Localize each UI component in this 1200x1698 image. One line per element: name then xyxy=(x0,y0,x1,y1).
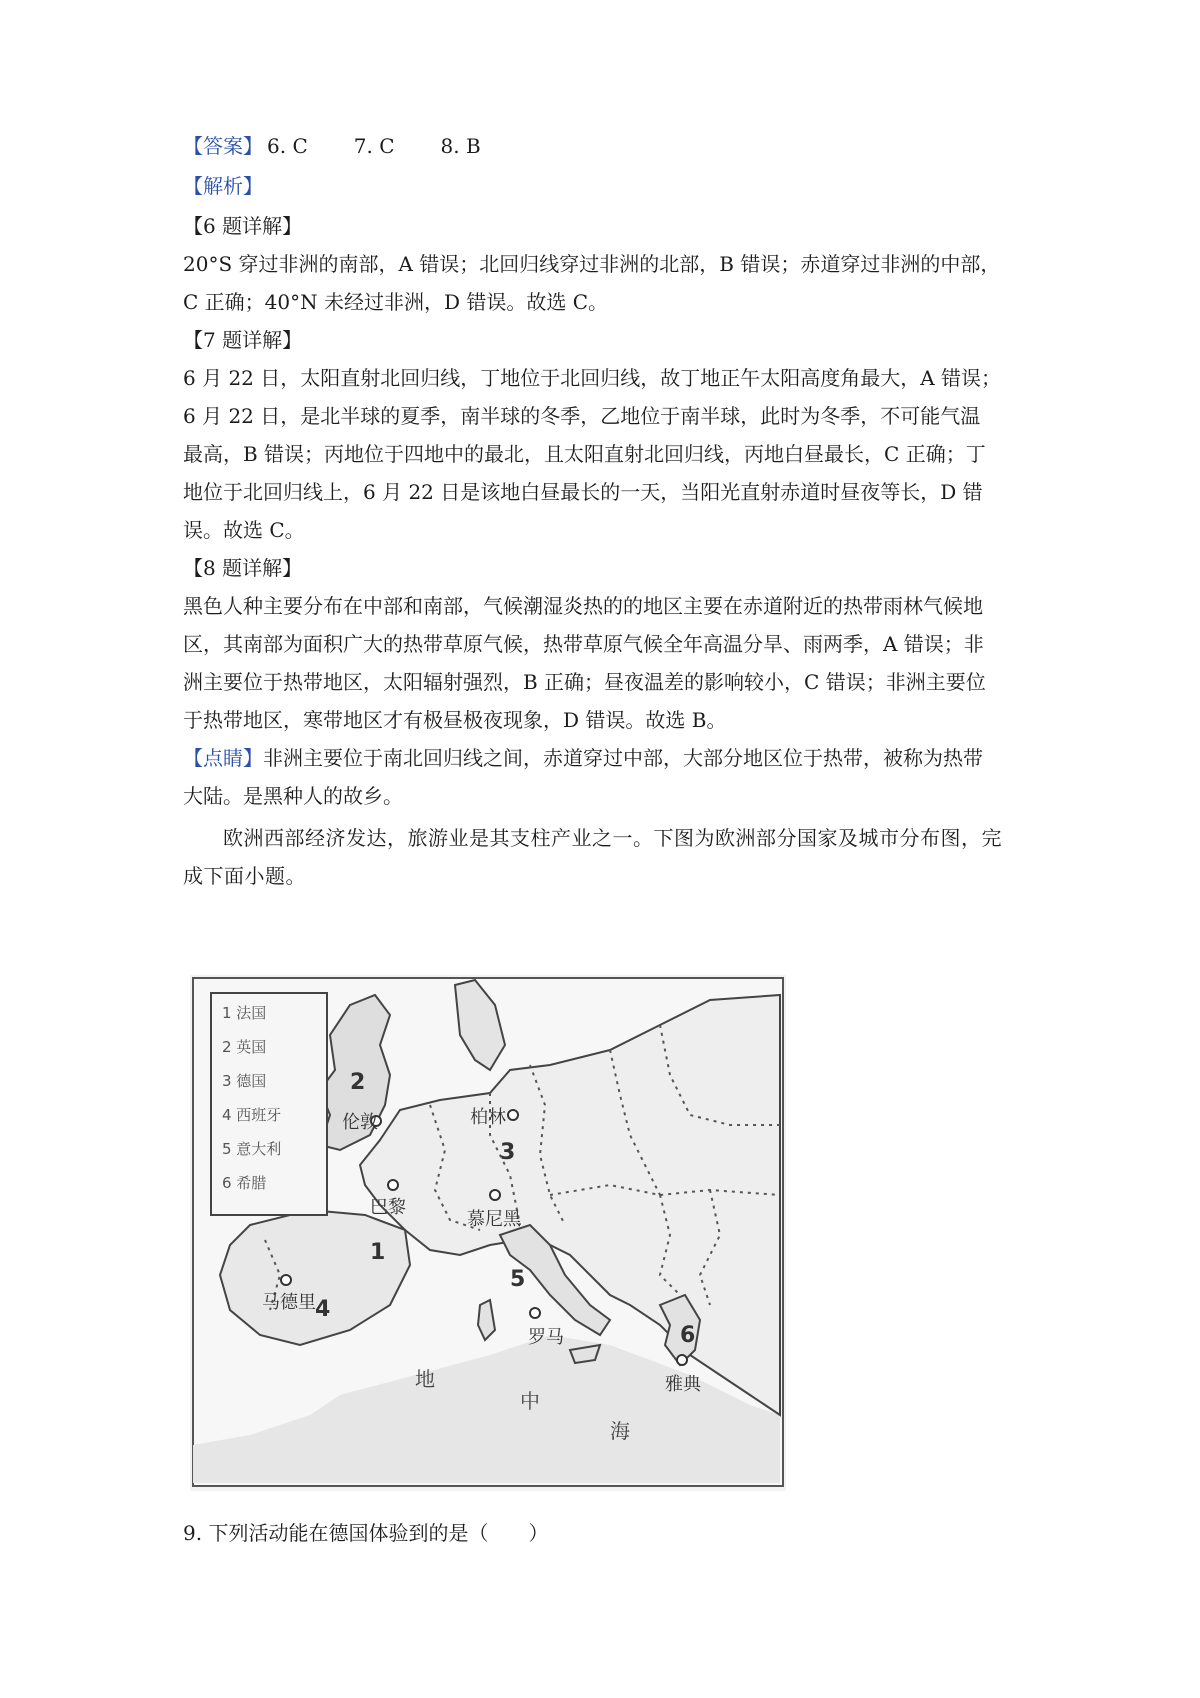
city-label-paris: 巴黎 xyxy=(370,1197,406,1218)
q6-heading: 【6 题详解】 xyxy=(183,214,303,238)
answer-line xyxy=(183,131,1023,161)
city-label-london: 伦敦 xyxy=(342,1112,378,1133)
answer-6: 6. C xyxy=(267,134,308,158)
sea-label-3: 海 xyxy=(610,1419,630,1443)
q8-line-3: 洲主要位于热带地区，太阳辐射强烈，B 正确；昼夜温差的影响较小，C 错误；非洲主要位 xyxy=(183,670,986,694)
q8-line-4: 于热带地区，寒带地区才有极昼极夜现象，D 错误。故选 B。 xyxy=(183,708,727,732)
legend-item-4: 4 西班牙 xyxy=(222,1106,282,1124)
country-number-6: 6 xyxy=(680,1323,696,1348)
q6-line-2: C 正确；40°N 未经过非洲，D 错误。故选 C。 xyxy=(183,290,609,314)
q6-line-1: 20°S 穿过非洲的南部，A 错误；北回归线穿过非洲的北部，B 错误；赤道穿过非洲的中部， xyxy=(183,252,1001,276)
tip-line-2: 大陆。是黑种人的故乡。 xyxy=(183,784,403,808)
q7-line-2: 6 月 22 日，是北半球的夏季，南半球的冬季，乙地位于南半球，此时为冬季，不可能气温 xyxy=(183,404,981,428)
city-label-rome: 罗马 xyxy=(528,1327,564,1348)
city-label-athens: 雅典 xyxy=(665,1374,701,1395)
intro-line-2: 成下面小题。 xyxy=(183,864,306,888)
sea-label-1: 地 xyxy=(415,1367,435,1391)
q8-heading: 【8 题详解】 xyxy=(183,556,303,580)
city-label-munich: 慕尼黑 xyxy=(467,1209,521,1230)
answer-8: 8. B xyxy=(440,134,481,158)
europe-map xyxy=(190,975,786,1491)
q7-line-4: 地位于北回归线上，6 月 22 日是该地白昼最长的一天，当阳光直射赤道时昼夜等长，D 错 xyxy=(183,480,983,504)
q7-line-1: 6 月 22 日，太阳直射北回归线，丁地位于北回归线，故丁地正午太阳高度角最大，A 错误； xyxy=(183,366,1002,390)
tip-text-1: 非洲主要位于南北回归线之间，赤道穿过中部，大部分地区位于热带，被称为热带 xyxy=(263,746,983,770)
answer-7: 7. C xyxy=(353,134,395,158)
country-number-1: 1 xyxy=(370,1240,386,1265)
q7-heading: 【7 题详解】 xyxy=(183,328,303,352)
sea-label-2: 中 xyxy=(520,1389,540,1413)
q8-line-1: 黑色人种主要分布在中部和南部，气候潮湿炎热的的地区主要在赤道附近的热带雨林气候地 xyxy=(183,594,983,618)
country-number-2: 2 xyxy=(350,1070,366,1095)
city-label-berlin: 柏林 xyxy=(470,1107,506,1128)
legend-item-2: 2 英国 xyxy=(222,1038,267,1056)
country-number-4: 4 xyxy=(315,1297,331,1322)
city-label-madrid: 马德里 xyxy=(262,1292,316,1313)
analysis-tag: 【解析】 xyxy=(183,174,263,198)
answer-tag: 【答案】 xyxy=(183,134,263,158)
legend-item-6: 6 希腊 xyxy=(222,1174,267,1192)
question-9: 9. 下列活动能在德国体验到的是（ ） xyxy=(183,1521,549,1545)
legend-item-1: 1 法国 xyxy=(222,1004,267,1022)
q7-line-3: 最高，B 错误；丙地位于四地中的最北，且太阳直射北回归线，丙地白昼最长，C 正确；丁 xyxy=(183,442,986,466)
legend-item-5: 5 意大利 xyxy=(222,1140,282,1158)
legend-item-3: 3 德国 xyxy=(222,1072,267,1090)
tip-tag: 【点睛】 xyxy=(183,746,263,770)
tip-line-1 xyxy=(183,743,1023,773)
q7-line-5: 误。故选 C。 xyxy=(183,518,305,542)
country-number-3: 3 xyxy=(500,1140,516,1165)
country-number-5: 5 xyxy=(510,1267,526,1292)
intro-line-1: 欧洲西部经济发达，旅游业是其支柱产业之一。下图为欧洲部分国家及城市分布图，完 xyxy=(223,826,1002,850)
q8-line-2: 区，其南部为面积广大的热带草原气候，热带草原气候全年高温分旱、雨两季，A 错误；非 xyxy=(183,632,984,656)
map-legend xyxy=(210,992,328,1216)
